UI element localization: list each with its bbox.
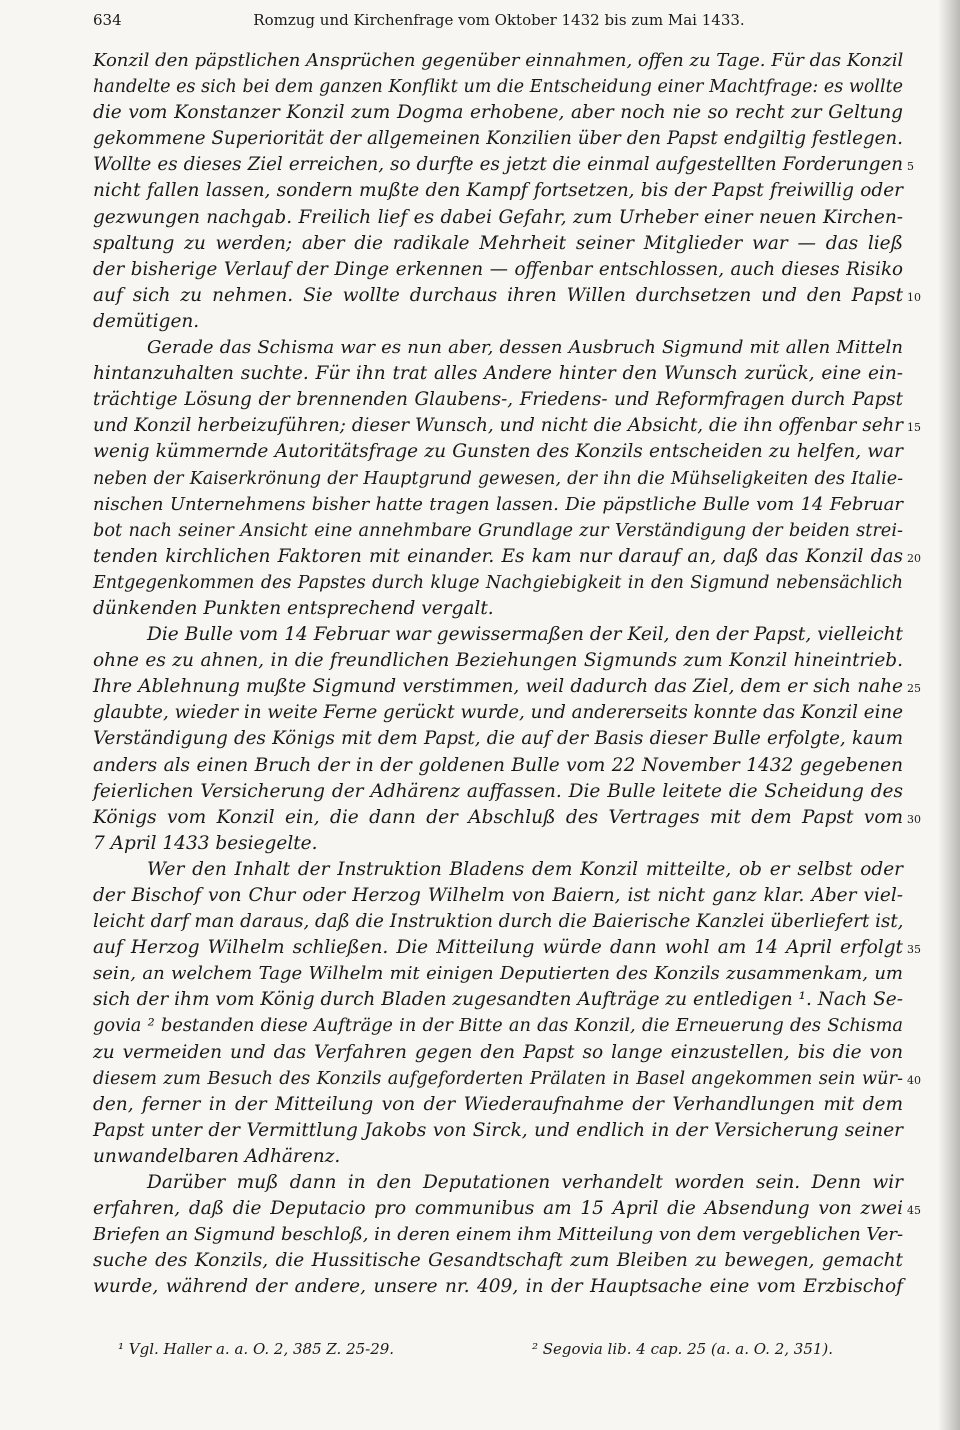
text-line: auf sich zu nehmen. Sie wollte durchaus ihren Willen durchsetzen und den Papst [93,284,903,306]
footnote-2: ² Segovia lib. 4 cap. 25 (a. a. O. 2, 351). [532,1340,834,1358]
text-line: Königs vom Konzil ein, die dann der Abschluß des Vertrages mit dem Papst vom [93,806,903,828]
text-line: Die Bulle vom 14 Februar war gewissermaßen der Keil, den der Papst, vielleicht [147,624,903,646]
text-line: spaltung zu werden; aber die radikale Mehrheit seiner Mitglieder war — das ließ [93,232,903,254]
line-number: 5 [907,160,914,174]
text-line: der bisherige Verlauf der Dinge erkennen — offenbar entschlossen, auch dieses Risiko [93,258,903,280]
text-line: Wer den Inhalt der Instruktion Bladens dem Konzil mitteilte, ob er selbst oder [147,858,903,880]
line-number: 40 [907,1073,921,1087]
text-line: sich der ihm vom König durch Bladen zugesandten Aufträge zu entledigen ¹. Nach Se- [93,989,903,1011]
text-line: Wollte es dieses Ziel erreichen, so durfte es jetzt die einmal aufgestellten Forderungen [93,154,903,176]
text-line: Verständigung des Königs mit dem Papst, die auf der Basis dieser Bulle erfolgte, kaum [93,728,903,750]
text-line: den, ferner in der Mitteilung von der Wiederaufnahme der Verhandlungen mit dem [93,1093,903,1115]
text-line: der Bischof von Chur oder Herzog Wilhelm von Baiern, ist nicht ganz klar. Aber viel- [93,885,903,906]
text-line: leicht darf man daraus, daß die Instruktion durch die Baierische Kanzlei überliefert ist, [93,911,904,933]
text-line: anders als einen Bruch der in der goldenen Bulle vom 22 November 1432 gegebenen [93,754,903,776]
text-line: ohne es zu ahnen, in die freundlichen Beziehungen Sigmunds zum Konzil hineintrieb. [93,650,903,672]
line-number: 15 [907,421,921,435]
text-line: sein, an welchem Tage Wilhelm mit einigen Deputierten des Konzils zusammenkam, um [93,963,903,985]
text-line: zu vermeiden und das Verfahren gegen den Papst so lange einzustellen, bis die von [93,1041,903,1063]
body-text [93,48,903,1301]
line-number: 10 [907,290,921,304]
text-line: und Konzil herbeizuführen; dieser Wunsch, und nicht die Absicht, die ihn offenbar sehr [93,415,903,437]
text-line: glaubte, wieder in weite Ferne gerückt wurde, und andererseits konnte das Konzil eine [93,702,903,724]
text-line: dünkenden Punkten entsprechend vergalt. [93,597,494,619]
footnotes [118,1338,878,1360]
text-line: gezwungen nachgab. Freilich lief es dabei Gefahr, zum Urheber einer neuen Kirchen- [93,206,903,228]
line-number: 20 [907,551,921,565]
text-line: nicht fallen lassen, sondern mußte den Kampf fortsetzen, bis der Papst freiwillig oder [93,180,903,202]
text-line: erfahren, daß die Deputacio pro communibus am 15 April die Absendung von zwei [93,1198,903,1220]
text-line: wurde, während der andere, unsere nr. 409, in der Hauptsache eine vom Erzbischof [93,1276,903,1298]
page-header [93,8,905,32]
text-line: tenden kirchlichen Faktoren mit einander. Es kam nur darauf an, daß das Konzil das [93,545,903,567]
line-number: 45 [907,1204,921,1218]
text-line: demütigen. [93,310,200,332]
text-line: hintanzuhalten suchte. Für ihn trat alles Andere hinter den Wunsch zurück, eine ein- [93,363,903,385]
text-line: Papst unter der Vermittlung Jakobs von Sirck, und endlich in der Versicherung seiner [93,1119,903,1141]
text-line: bot nach seiner Ansicht eine annehmbare Grundlage zur Verständigung der beiden strei- [93,520,903,541]
text-line: feierlichen Versicherung der Adhärenz auffassen. Die Bulle leitete die Scheidung des [93,780,903,802]
text-line: nischen Unternehmens bisher hatte tragen lassen. Die päpstliche Bulle vom 14 Februar [93,493,903,515]
text-line: auf Herzog Wilhelm schließen. Die Mitteilung würde dann wohl am 14 April erfolgt [93,937,903,959]
text-line: Gerade das Schisma war es nun aber, dessen Ausbruch Sigmund mit allen Mitteln [147,337,903,359]
page-number: 634 [93,11,122,29]
line-number: 35 [907,943,921,957]
text-line: die vom Konstanzer Konzil zum Dogma erhobene, aber noch nie so recht zur Geltung [93,102,903,124]
text-line: 7 April 1433 besiegelte. [93,832,318,854]
text-line: diesem zum Besuch des Konzils aufgeforderten Prälaten in Basel angekommen sein wür- [93,1068,903,1089]
footnote-1: ¹ Vgl. Haller a. a. O. 2, 385 Z. 25-29. [118,1340,395,1358]
text-line: trächtige Lösung der brennenden Glaubens-, Friedens- und Reformfragen durch Papst [93,389,903,411]
text-line: handelte es sich bei dem ganzen Konflikt um die Entscheidung einer Machtfrage: es wollte [93,77,903,98]
text-line: suche des Konzils, die Hussitische Gesandtschaft zum Bleiben zu bewegen, gemacht [93,1250,903,1272]
line-number: 30 [907,812,921,826]
running-title: Romzug und Kirchenfrage vom Oktober 1432 bis zum Mai 1433. [253,11,745,29]
text-line: wenig kümmernde Autoritätsfrage zu Gunsten des Konzils entscheiden zu helfen, war [93,441,903,463]
text-line: govia ² bestanden diese Aufträge in der Bitte an das Konzil, die Erneuerung des Schisma [93,1016,903,1037]
scan-shadow-edge [938,0,960,1430]
text-line: unwandelbaren Adhärenz. [93,1145,341,1167]
text-line: gekommene Superiorität der allgemeinen Konzilien über den Papst endgiltig festlegen. [93,128,903,150]
text-line: neben der Kaiserkrönung der Hauptgrund gewesen, der ihn die Mühseligkeiten des Italie- [93,468,903,489]
text-line: Darüber muß dann in den Deputationen verhandelt worden sein. Denn wir [147,1172,903,1194]
text-line: Ihre Ablehnung mußte Sigmund verstimmen, weil dadurch das Ziel, dem er sich nahe [93,676,903,698]
text-line: Konzil den päpstlichen Ansprüchen gegenüber einnahmen, offen zu Tage. Für das Konzil [93,50,904,71]
line-number: 25 [907,682,921,696]
text-line: Entgegenkommen des Papstes durch kluge Nachgiebigkeit in den Sigmund nebensächlich [93,572,903,593]
text-line: Briefen an Sigmund beschloß, in deren einem ihm Mitteilung von dem vergeblichen Ver- [93,1224,904,1246]
